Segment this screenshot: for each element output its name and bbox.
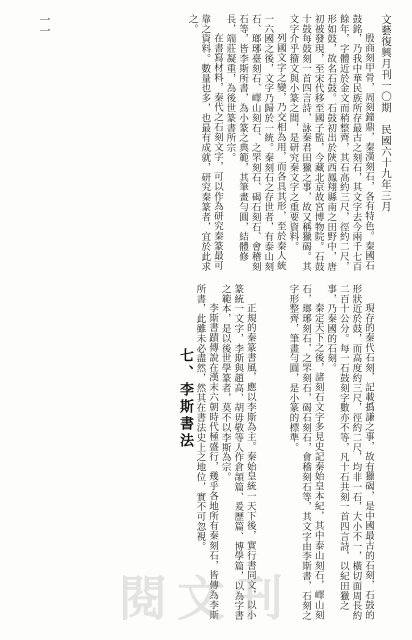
bottom-paragraph-2: 秦定天下之後，諸刻石文字多見史記秦始皇本紀，其中泰山刻石，嶧山刻石，瑯琊刻石，之罘刻石，碣石刻石，會稽刻石等，其文字由李斯書，石刻之字形整齊，筆畫勻圓，是小篆的標準。: [287, 284, 324, 621]
watermark-logo: 閱文刊: [118, 571, 293, 627]
top-text-block: [56, 14, 374, 272]
column-gutter: [38, 276, 374, 277]
bottom-text-block: [56, 284, 374, 628]
top-paragraph-1: 殷商刻甲骨，周刻鐘鼎，秦漢刻石，各有特色。秦國石鼓銘，乃我中華民族所存最古之刻石，其文字去今兩千七百餘年，字體近於金文而稍整齊，其石高約三尺，徑約二尺，形如鼓，故名石鼓。石鼓初出於陝西鳳翔縣南之田野中，唐初被發現，至宋代移至國子監，今藏北京故宮博物院。石鼓十鼓每鼓刻一首四言詩，詠秦君田獵之事，故又稱獵碣。其文字介乎籀文與小篆之間，是研究秦文字之重要資料。: [287, 14, 374, 272]
bottom-paragraph-1: 現存的秦代石刻，記載撝謙之事，故有獵碣，是中國最古的石刻，石鼓的形狀近於鼓，而高度約三尺，徑約二尺，均非一石，大小不一，橫切面周長約二百十公分。每一石鼓刻字數亦不等，凡十石共刻一首四言詩，以紀田獵之事，乃秦國的石刻。: [325, 284, 374, 621]
page-number: 一一: [38, 14, 51, 36]
journal-header-title: 文藝復興月刊一〇期 民國六十九年三月: [380, 14, 392, 212]
section-heading-li-si-calligraphy: 七、李斯書法: [178, 348, 194, 450]
top-paragraph-2: 列國文字之變，乃交相為用，而各具其形，至於秦人統一六國之後，文字乃歸於一統。秦刻石之存世者，有泰山刻石、瑯琊臺刻石、嶧山刻石、之罘刻石、碣石刻石、會稽刻石等，皆李斯所書，為小篆之典範，其筆畫勻圓，結體修長，端莊凝重，為後世篆書所宗。: [224, 14, 286, 272]
closing-paragraph: 李斯書蹟傳說在漢末六朝時代極盛行，幾乎各地所有秦刻石，皆傳為李斯所書，此雖未必盡然，然其在書法史上之地位，實不可忽視。: [194, 284, 219, 620]
section-seven-paragraph: 正規的秦篆書風，應以李斯為主。秦始皇統一天下後，實行書同文，以小篆統一文字，李斯與趙高、胡毋敬等人作倉頡篇、爰歷篇、博學篇，以為字書之範本，是以後世學篆者，莫不以李斯為宗。: [219, 284, 256, 621]
top-paragraph-3: 在書寫材料，秦代之石刻文字，可以作為研究秦篆最可靠之資料。數量也多，也最有成就，研究秦篆者，宜於此求之。: [186, 14, 223, 272]
